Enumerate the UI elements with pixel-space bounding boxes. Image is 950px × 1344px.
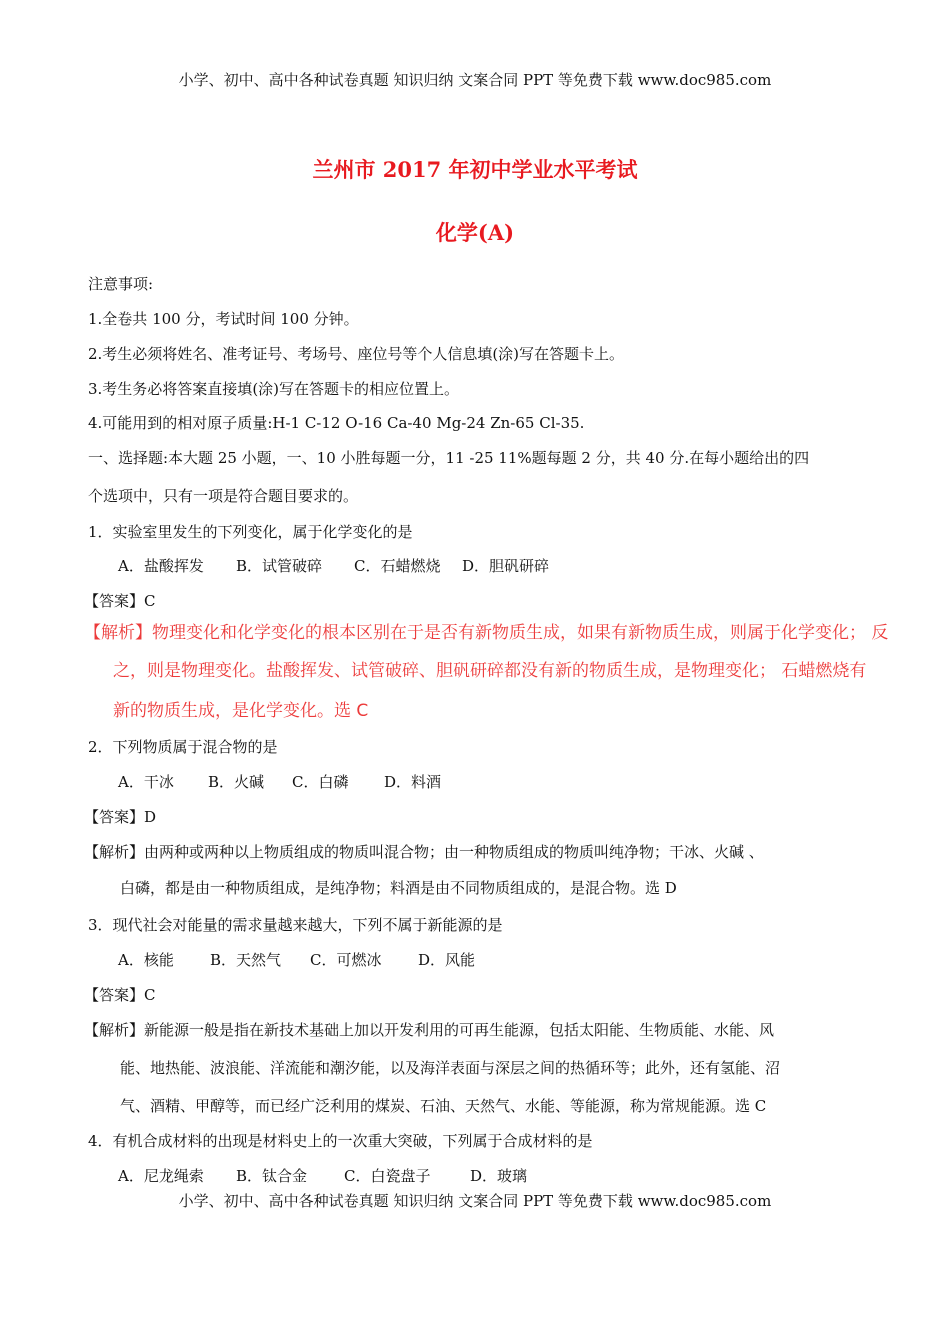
analysis-line: 白磷，都是由一种物质组成，是纯净物；料酒是由不同物质组成的，是混合物。选 D	[120, 879, 677, 897]
question-options	[118, 556, 549, 576]
option: C．可燃冰	[310, 951, 382, 969]
analysis-line: 【解析】由两种或两种以上物质组成的物质叫混合物；由一种物质组成的物质叫纯净物；干冰、火碱 、	[84, 843, 764, 861]
option: A．核能	[118, 951, 174, 969]
option: A．干冰	[118, 773, 174, 791]
page-header: 小学、初中、高中各种试卷真题 知识归纳 文案合同 PPT 等免费下载 www.doc985.com	[178, 71, 772, 89]
option: D．玻璃	[470, 1167, 528, 1185]
section-instructions: 个选项中，只有一项是符合题目要求的。	[88, 487, 359, 505]
analysis-line: 【解析】物理变化和化学变化的根本区别在于是否有新物质生成，如果有新物质生成，则属于化学变化； 反	[84, 623, 889, 643]
notice-item: 3.考生务必将答案直接填(涂)写在答题卡的相应位置上。	[88, 380, 460, 398]
question-stem: 3．现代社会对能量的需求量越来越大，下列不属于新能源的是	[88, 916, 503, 934]
option: B．火碱	[208, 773, 265, 791]
option: D．料酒	[384, 773, 442, 791]
option: B．天然气	[210, 951, 282, 969]
section-instructions: 一、选择题:本大题 25 小题，一、10 小胜每题一分，11 -25 11%题每题 2 分，共 40 分.在每小题给出的四	[88, 449, 810, 467]
notice-heading: 注意事项:	[88, 275, 154, 293]
analysis-line: 之，则是物理变化。盐酸挥发、试管破碎、胆矾研碎都没有新的物质生成，是物理变化； 石蜡燃烧有	[113, 661, 867, 681]
option: A．尼龙绳索	[118, 1167, 204, 1185]
answer: 【答案】C	[84, 592, 156, 610]
answer: 【答案】D	[84, 808, 157, 826]
question-stem: 1．实验室里发生的下列变化，属于化学变化的是	[88, 523, 413, 541]
option: B．试管破碎	[236, 557, 323, 575]
notice-item: 4.可能用到的相对原子质量:H-1 C-12 O-16 Ca-40 Mg-24 Zn-65 Cl-35.	[88, 414, 585, 432]
question-options	[118, 950, 475, 970]
option: D．胆矾研碎	[462, 557, 550, 575]
exam-subtitle: 化学(A)	[435, 220, 515, 245]
analysis-line: 能、地热能、波浪能、洋流能和潮汐能，以及海洋表面与深层之间的热循环等；此外，还有氢能、沼	[120, 1059, 781, 1077]
option: C．白瓷盘子	[344, 1167, 431, 1185]
page-footer: 小学、初中、高中各种试卷真题 知识归纳 文案合同 PPT 等免费下载 www.doc985.com	[178, 1192, 772, 1210]
answer: 【答案】C	[84, 986, 156, 1004]
option: C．白磷	[292, 773, 349, 791]
analysis-line: 新的物质生成，是化学变化。选 C	[113, 701, 369, 721]
option: B．钛合金	[236, 1167, 308, 1185]
question-options	[118, 1166, 527, 1186]
analysis-line: 气、酒精、甲醇等，而已经广泛利用的煤炭、石油、天然气、水能、等能源，称为常规能源。选 C	[120, 1097, 767, 1115]
option: A．盐酸挥发	[118, 557, 204, 575]
question-stem: 4．有机合成材料的出现是材料史上的一次重大突破，下列属于合成材料的是	[88, 1132, 593, 1150]
notice-item: 1.全卷共 100 分，考试时间 100 分钟。	[88, 310, 359, 328]
question-options	[118, 772, 441, 792]
exam-title: 兰州市 2017 年初中学业水平考试	[312, 157, 638, 182]
option: D．风能	[418, 951, 476, 969]
notice-item: 2.考生必须将姓名、准考证号、考场号、座位号等个人信息填(涂)写在答题卡上。	[88, 345, 625, 363]
option: C．石蜡燃烧	[354, 557, 441, 575]
analysis-line: 【解析】新能源一般是指在新技术基础上加以开发利用的可再生能源，包括太阳能、生物质能、水能、风	[84, 1021, 775, 1039]
question-stem: 2．下列物质属于混合物的是	[88, 738, 278, 756]
